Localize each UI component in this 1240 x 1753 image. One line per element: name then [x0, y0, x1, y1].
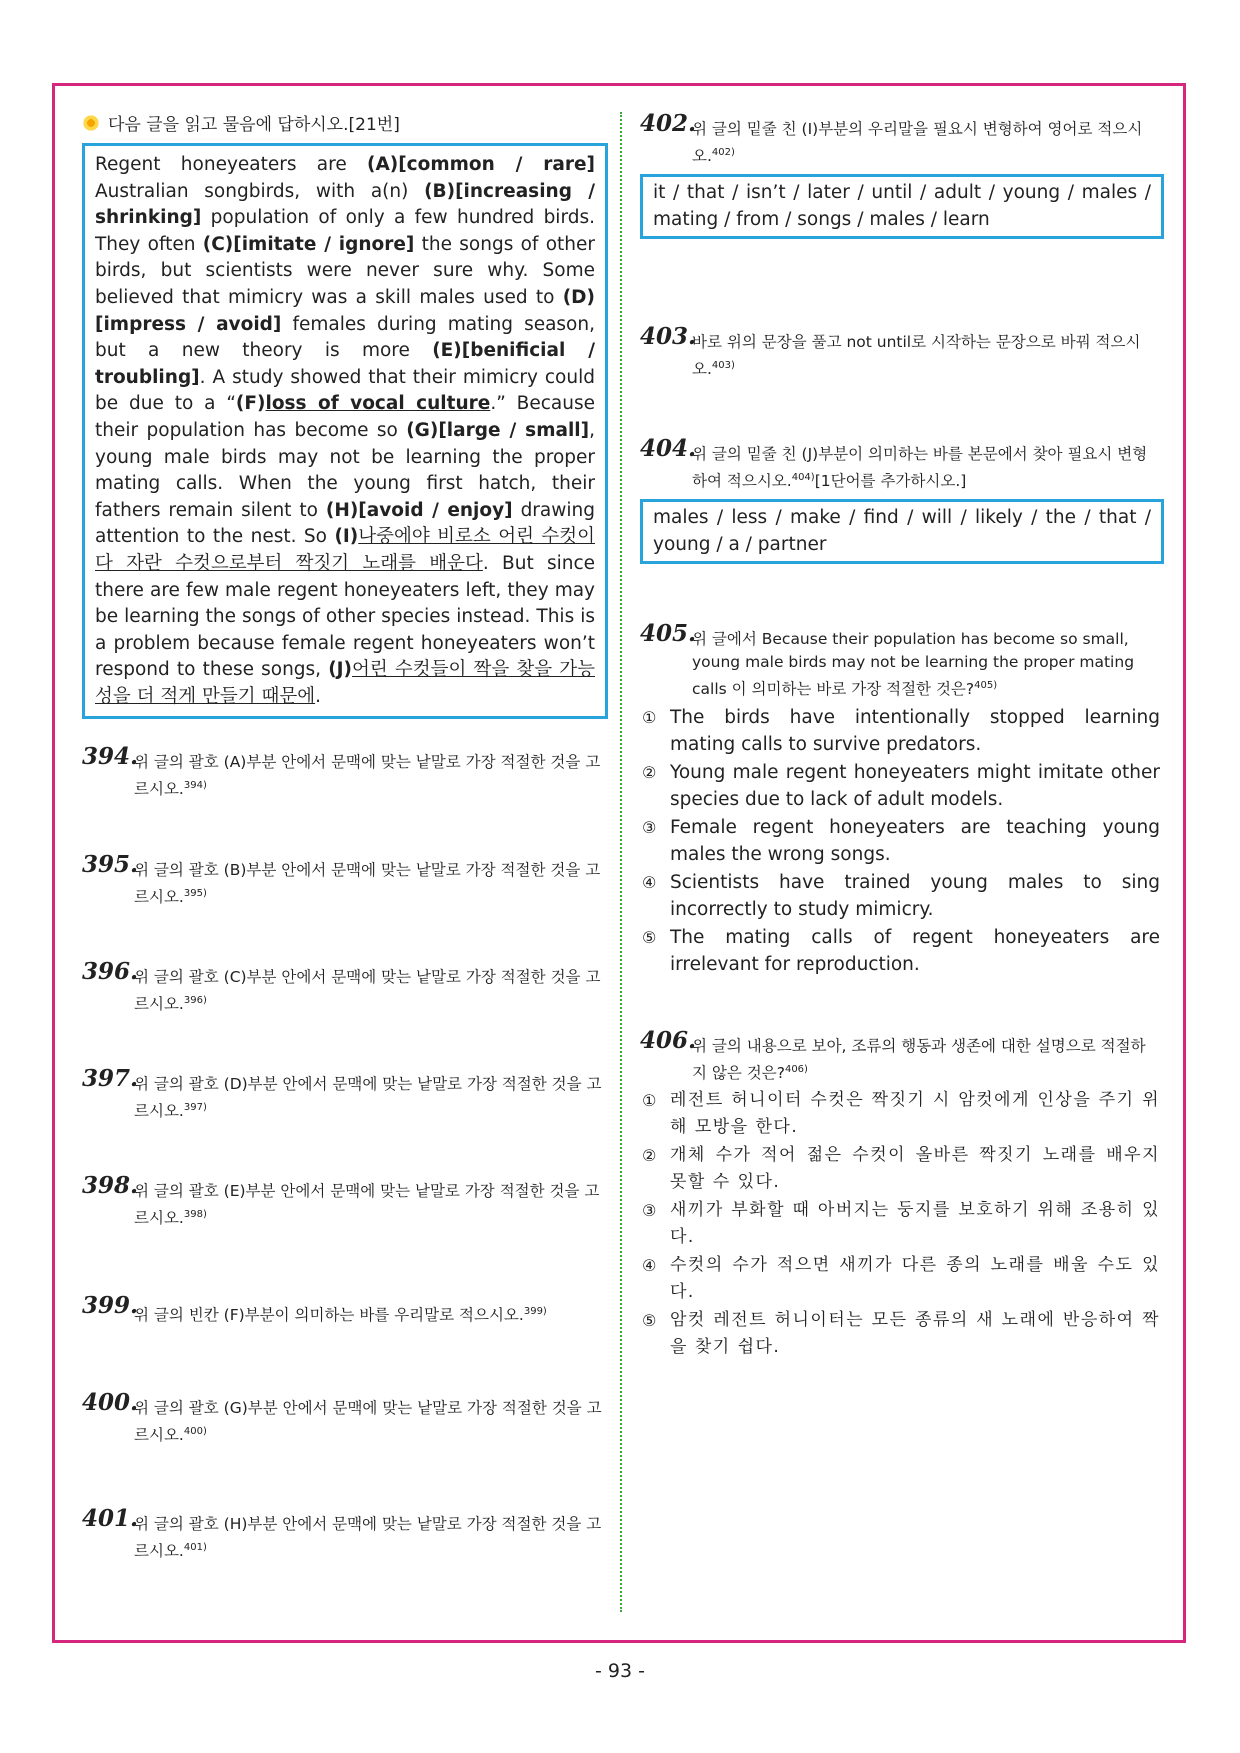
question-number: 401. [82, 1504, 139, 1532]
option-text: The mating calls of regent honeyeaters are irrelevant for reproduction. [670, 926, 1160, 976]
question-text: 위 글의 괄호 (G)부분 안에서 문맥에 맞는 낱말로 가장 적절한 것을 고르시오. [134, 1399, 602, 1445]
word-box-404 [640, 499, 1164, 564]
choice-d: (D)[impress / avoid] [95, 286, 595, 335]
question-note: [1단어를 추가하시오.] [814, 472, 967, 491]
question-number: 397. [82, 1064, 139, 1092]
question-text: 위 글의 괄호 (H)부분 안에서 문맥에 맞는 낱말로 가장 적절한 것을 고르시오. [134, 1514, 602, 1560]
option-text: 레전트 허니이터 수컷은 짝짓기 시 암컷에게 인상을 주기 위해 모방을 한다. [670, 1089, 1160, 1138]
option-5[interactable] [640, 924, 1160, 979]
question-text: 위 글의 내용으로 보아, 조류의 행동과 생존에 대한 설명으로 적절하지 않은 것은? [692, 1036, 1146, 1082]
option-text: Young male regent honeyeaters might imitate other species due to lack of adult models. [670, 761, 1160, 811]
option-3[interactable] [640, 1197, 1160, 1252]
question-text: 위 글에서 Because their population has become so small, young male birds may not be learning the proper mating calls 이 의미하는 바로 가장 적절한 것은? [692, 630, 1135, 699]
option-4[interactable] [640, 1252, 1160, 1307]
question-text: 바로 위의 문장을 풀고 not until로 시작하는 문장으로 바꿔 적으시오. [692, 333, 1141, 379]
option-1[interactable] [640, 1087, 1160, 1142]
option-mark: ③ [642, 817, 657, 837]
question-text: 위 글의 괄호 (D)부분 안에서 문맥에 맞는 낱말로 가장 적절한 것을 고르시오. [134, 1074, 602, 1121]
question-406 [640, 1026, 1160, 1085]
options-406 [640, 1087, 1160, 1362]
question-401 [82, 1504, 602, 1563]
question-ref: 405) [974, 680, 998, 692]
word-list: males / less / make / find / will / likely / the / that / young / a / partner [653, 507, 1151, 555]
option-mark: ① [642, 1090, 658, 1110]
passage-text: , young male birds may not be learning the proper mating calls. When the young first hatch, their fathers remain silent to [95, 419, 595, 521]
question-number: 405. [640, 620, 697, 648]
question-ref: 396) [183, 994, 207, 1006]
question-395 [82, 850, 602, 909]
question-ref: 404) [791, 472, 815, 484]
question-ref: 406) [784, 1063, 808, 1075]
question-text: 위 글의 괄호 (E)부분 안에서 문맥에 맞는 낱말로 가장 적절한 것을 고르시오. [134, 1182, 600, 1228]
option-2[interactable] [640, 1142, 1160, 1197]
question-number: 394. [82, 743, 139, 771]
question-text: 위 글의 괄호 (B)부분 안에서 문맥에 맞는 낱말로 가장 적절한 것을 고르시오. [134, 860, 601, 906]
flower-icon [82, 114, 100, 132]
passage-text: the songs of other birds, but scientists were never sure why. Some believed that mimicry was a skill males used to [95, 233, 595, 308]
blank-f: loss of vocal culture [265, 393, 491, 415]
word-list: it / that / isn’t / later / until / adult / young / males / mating / from / songs / males / learn [653, 182, 1151, 230]
question-404 [640, 435, 1160, 493]
question-text: 위 글의 밑줄 친 (J)부분이 의미하는 바를 본문에서 찾아 필요시 변형하여 적으시오. [692, 445, 1148, 491]
question-number: 396. [82, 957, 139, 985]
choice-c: (C)[imitate / ignore] [202, 233, 415, 255]
choice-g: (G)[large / small] [406, 419, 590, 441]
question-number: 403. [640, 323, 697, 351]
question-number: 402. [640, 110, 697, 137]
underline-j: 어린 수컷들이 짝을 찾을 가능성을 더 적게 만들기 때문에 [95, 659, 595, 707]
passage-text: population of only a few hundred birds. They often [95, 207, 595, 255]
option-text: 개체 수가 적어 젊은 수컷이 올바른 짝짓기 노래를 배우지 못할 수 있다. [670, 1144, 1160, 1193]
passage-text: . [315, 685, 321, 707]
option-text: Female regent honeyeaters are teaching young males the wrong songs. [670, 816, 1160, 866]
question-ref: 403) [711, 360, 735, 372]
underline-i: 나중에야 비로소 어린 수컷이 다 자란 수컷으로부터 짝짓기 노래를 배운다 [95, 526, 595, 574]
question-number: 406. [640, 1026, 697, 1054]
option-3[interactable] [640, 814, 1160, 869]
option-4[interactable] [640, 869, 1160, 924]
option-1[interactable] [640, 704, 1160, 759]
question-ref: 398) [183, 1209, 207, 1221]
question-number: 399. [82, 1292, 139, 1320]
option-mark: ① [642, 707, 657, 727]
page-number: - 93 - [595, 1660, 645, 1682]
reading-passage [82, 143, 608, 719]
question-398 [82, 1172, 602, 1230]
question-number: 398. [82, 1172, 139, 1200]
question-number: 404. [640, 435, 697, 463]
choice-e: (E)[benificial / troubling] [95, 340, 595, 388]
option-mark: ⑤ [642, 927, 657, 947]
left-column [82, 110, 602, 1563]
question-ref: 402) [711, 147, 735, 158]
question-text: 위 글의 괄호 (C)부분 안에서 문맥에 맞는 낱말로 가장 적절한 것을 고르시오. [134, 967, 601, 1013]
passage-text: females during mating season, but a new theory is more [95, 313, 595, 362]
question-394 [82, 743, 602, 801]
option-text: 수컷의 수가 적으면 새끼가 다른 종의 노래를 배울 수도 있다. [670, 1254, 1160, 1303]
option-text: Scientists have trained young males to sing incorrectly to study mimicry. [670, 871, 1160, 921]
label-j: (J) [328, 659, 352, 681]
question-400 [82, 1389, 602, 1447]
question-399 [82, 1292, 602, 1327]
question-text: 위 글의 빈칸 (F)부분이 의미하는 바를 우리말로 적으시오. [134, 1306, 524, 1325]
question-number: 400. [82, 1389, 139, 1417]
label-i: (I) [334, 526, 359, 548]
word-box-402 [640, 174, 1164, 239]
passage-text: . A study showed that their mimicry could be due to a “ [95, 366, 595, 415]
question-396 [82, 957, 602, 1016]
question-ref: 394) [183, 780, 207, 792]
passage-text: Regent honeyeaters are [95, 154, 367, 175]
option-mark: ② [642, 762, 657, 782]
question-ref: 400) [183, 1426, 207, 1438]
option-5[interactable] [640, 1307, 1160, 1362]
instruction-text: 다음 글을 읽고 물음에 답하시오.[21번] [108, 115, 400, 135]
option-text: The birds have intentionally stopped learning mating calls to survive predators. [670, 706, 1160, 756]
question-ref: 395) [183, 887, 207, 899]
question-ref: 397) [183, 1101, 207, 1113]
question-ref: 401) [183, 1541, 207, 1553]
option-text: 새끼가 부화할 때 아버지는 둥지를 보호하기 위해 조용히 있다. [670, 1199, 1160, 1248]
option-mark: ④ [642, 872, 657, 892]
option-mark: ③ [642, 1200, 658, 1220]
question-403 [640, 323, 1160, 381]
question-number: 395. [82, 850, 139, 878]
passage-text: Australian songbirds, with a(n) [95, 180, 425, 202]
question-text: 위 글의 괄호 (A)부분 안에서 문맥에 맞는 낱말로 가장 적절한 것을 고르시오. [134, 753, 601, 799]
choice-h: (H)[avoid / enjoy] [325, 499, 513, 521]
option-2[interactable] [640, 759, 1160, 814]
right-column [640, 110, 1160, 1362]
question-402 [640, 110, 1160, 168]
column-divider [620, 112, 622, 1612]
option-mark: ② [642, 1145, 658, 1165]
question-text: 위 글의 밑줄 친 (I)부분의 우리말을 필요시 변형하여 영어로 적으시오. [692, 120, 1143, 166]
choice-a: (A)[common / rare] [367, 154, 595, 175]
question-405 [640, 620, 1160, 701]
instruction-header [82, 110, 602, 135]
option-text: 암컷 레전트 허니이터는 모든 종류의 새 노래에 반응하여 짝을 찾기 쉽다. [670, 1309, 1160, 1358]
option-mark: ④ [642, 1255, 658, 1275]
question-397 [82, 1064, 602, 1123]
question-ref: 399) [523, 1306, 547, 1318]
passage-text: . But since there are few male regent honeyeaters left, they may be learning the songs of other species instead. This is a problem because female regent honeyeaters won’t respond to these songs, [95, 552, 595, 681]
passage-text: drawing attention to the nest. So [95, 499, 595, 548]
passage-text: .” Because their population has become so [95, 393, 595, 441]
choice-b: (B)[increasing / shrinking] [95, 180, 595, 229]
option-mark: ⑤ [642, 1310, 658, 1330]
label-f: (F) [235, 393, 266, 415]
options-405 [640, 704, 1160, 979]
